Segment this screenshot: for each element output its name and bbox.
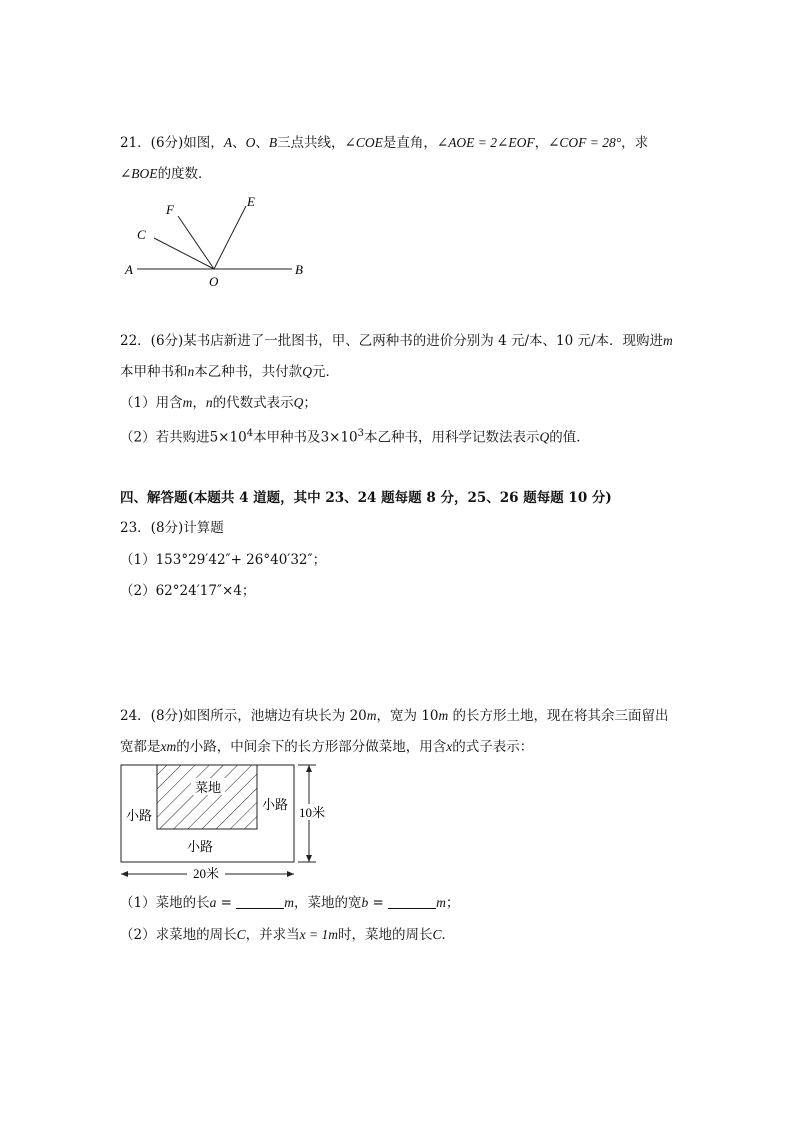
q21-text: 21．(6分)如图， bbox=[120, 135, 224, 151]
arrow-down-icon bbox=[306, 855, 312, 862]
var-x: x bbox=[446, 739, 453, 754]
q22-part2 bbox=[120, 424, 590, 448]
q24-line1 bbox=[120, 706, 669, 726]
q21-text: ，求 bbox=[621, 135, 649, 151]
ray-oc bbox=[154, 238, 214, 269]
q24-text: 的长方形土地，现在将其余三面留出 bbox=[448, 708, 669, 724]
q24-line2 bbox=[120, 737, 533, 757]
angle-coe: COE bbox=[355, 135, 383, 150]
unit-m: m bbox=[436, 895, 446, 910]
separator: 、 bbox=[255, 135, 269, 151]
var-q: Q bbox=[302, 364, 312, 379]
q21-text: 的度数． bbox=[157, 166, 212, 182]
angle-boe: ∠BOE bbox=[120, 166, 158, 181]
q24-text: 24．(8分)如图所示，池塘边有块长为 20 bbox=[120, 708, 367, 724]
point-a: A bbox=[223, 135, 233, 150]
q22-text: ， bbox=[192, 395, 206, 411]
q24-text: ． bbox=[441, 927, 455, 943]
q22-part1 bbox=[120, 393, 317, 413]
q21-line1 bbox=[120, 133, 648, 153]
q22-text: 的代数式表示 bbox=[212, 395, 294, 411]
condition-x: x = 1m bbox=[299, 927, 338, 942]
q23-line1: 23．(8分)计算题 bbox=[120, 520, 224, 536]
q22-text: （1）用含 bbox=[120, 395, 183, 411]
unit-m: m bbox=[366, 708, 377, 723]
equation-aoe: AOE = 2∠EOF bbox=[448, 135, 535, 150]
var-n: n bbox=[187, 364, 195, 379]
garden-rect bbox=[157, 765, 257, 829]
var-a: a bbox=[209, 895, 217, 910]
point-o: O bbox=[245, 135, 256, 150]
q22-text: 元． bbox=[312, 364, 339, 380]
path-bottom-label: 小路 bbox=[186, 839, 214, 854]
arrow-up-icon bbox=[306, 765, 312, 772]
exponent: 4 bbox=[246, 428, 254, 439]
q22-line2 bbox=[120, 362, 339, 382]
label-f: F bbox=[166, 202, 174, 217]
var-q: Q bbox=[539, 429, 550, 445]
equation-cof: COF = 28° bbox=[559, 135, 622, 150]
q24-text: 的式子表示： bbox=[452, 739, 534, 755]
var-q: Q bbox=[293, 395, 304, 410]
label-e: E bbox=[247, 194, 255, 209]
exponent: 3 bbox=[357, 428, 365, 439]
q22-text: 本乙种书，共付款 bbox=[194, 364, 303, 380]
ray-oe bbox=[214, 206, 246, 269]
number-3e3: 3×10 bbox=[320, 429, 358, 446]
q24-text: ，菜地的宽 bbox=[294, 895, 362, 911]
var-m: m bbox=[182, 395, 193, 410]
path-left-label: 小路 bbox=[125, 808, 153, 823]
var-c: C bbox=[236, 927, 246, 942]
q21-text: ，∠ bbox=[534, 135, 560, 151]
q24-part2 bbox=[120, 925, 455, 945]
var-x: x bbox=[160, 739, 167, 754]
equals: = bbox=[216, 895, 237, 911]
unit-m: m bbox=[438, 708, 449, 723]
unit-m: m bbox=[284, 895, 294, 910]
q24-text: （2）求菜地的周长 bbox=[120, 927, 237, 943]
arrow-left-icon bbox=[121, 871, 128, 877]
q21-line2 bbox=[120, 164, 212, 184]
q23-part2: （2）62°24′17″×4； bbox=[120, 583, 256, 599]
point-b: B bbox=[268, 135, 278, 150]
number-5e4: 5×10 bbox=[209, 429, 247, 446]
label-c: C bbox=[137, 227, 146, 242]
ray-of bbox=[178, 216, 214, 269]
q22-text: 22．(6分)某书店新进了一批图书，甲、乙两种书的进价分别为 4 元/本、10 元/本．现购进 bbox=[120, 333, 664, 349]
q24-part1 bbox=[120, 893, 459, 913]
label-a: A bbox=[125, 262, 133, 277]
q22-text: 本乙种书，用科学记数法表示 bbox=[364, 429, 540, 446]
var-b: b bbox=[361, 895, 369, 910]
path-right-label: 小路 bbox=[261, 797, 289, 812]
section-heading: 四、解答题(本题共 4 道题，其中 23、24 题每题 8 分，25、26 题每题 10 分) bbox=[120, 490, 612, 506]
answer-blank-a[interactable] bbox=[236, 894, 284, 909]
garden-label: 菜地 bbox=[194, 780, 222, 795]
q24-text: 时，菜地的周长 bbox=[337, 927, 433, 943]
q24-text: ，并求当 bbox=[245, 927, 300, 943]
arrow-right-icon bbox=[287, 871, 294, 877]
q22-text: 本甲种书及 bbox=[253, 429, 321, 446]
q22-text: 本甲种书和 bbox=[120, 364, 188, 380]
q22-text: （2）若共购进 bbox=[120, 429, 210, 446]
q21-text: 三点共线，∠ bbox=[277, 135, 356, 151]
var-m: m bbox=[663, 333, 673, 348]
q22-text: ； bbox=[303, 395, 317, 411]
width-label: 20米 bbox=[192, 866, 220, 881]
q21-angle-figure bbox=[115, 190, 325, 290]
q24-text: ，宽为 10 bbox=[376, 708, 439, 724]
unit-m: m bbox=[166, 739, 177, 754]
equals: = bbox=[368, 895, 389, 911]
q24-text: 的小路，中间余下的长方形部分做菜地，用含 bbox=[176, 739, 447, 755]
q24-text: ； bbox=[445, 895, 460, 911]
label-b: B bbox=[295, 262, 303, 277]
q24-text: （1）菜地的长 bbox=[120, 895, 210, 911]
var-n: n bbox=[205, 395, 213, 410]
label-o: O bbox=[209, 274, 219, 289]
q21-text: 是直角，∠ bbox=[382, 135, 449, 151]
q22-text: 的值． bbox=[549, 429, 590, 446]
q24-garden-figure bbox=[115, 760, 330, 885]
height-label: 10米 bbox=[298, 805, 326, 820]
var-c: C bbox=[432, 927, 442, 942]
q24-text: 宽都是 bbox=[120, 739, 161, 755]
q22-line1 bbox=[120, 331, 673, 351]
q23-part1: （1）153°29′42″+ 26°40′32″； bbox=[120, 552, 327, 568]
answer-blank-b[interactable] bbox=[388, 894, 436, 909]
separator: 、 bbox=[232, 135, 246, 151]
